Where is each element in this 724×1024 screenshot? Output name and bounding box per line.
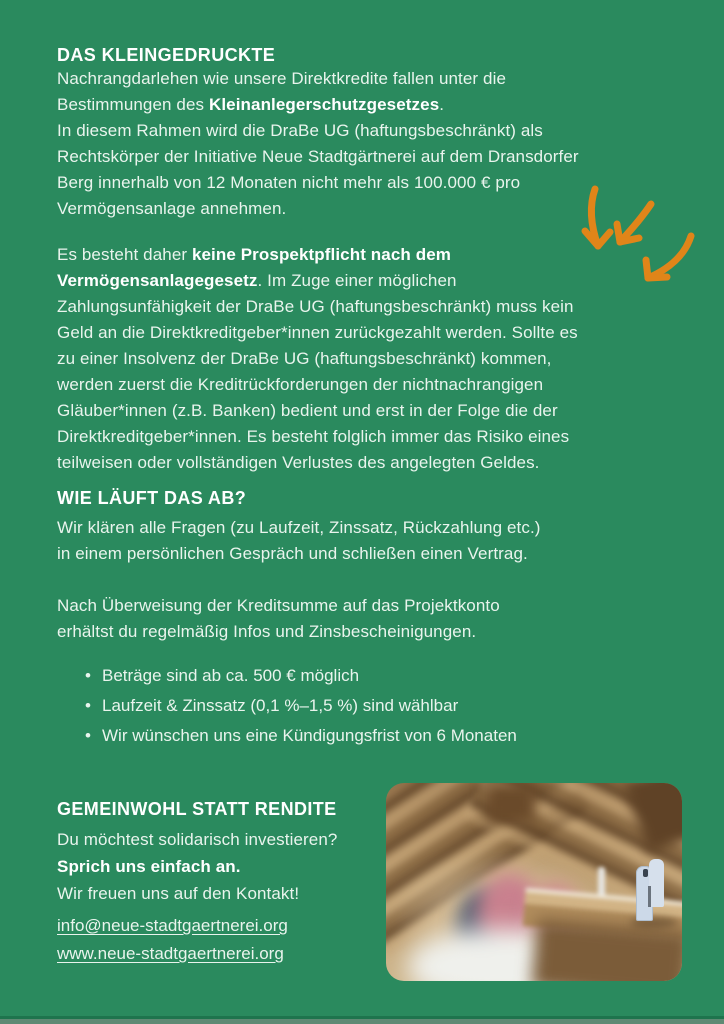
contact-paragraph: Du möchtest solidarisch investieren? Sprich uns einfach an. Wir freuen uns auf den Kontakt! [57,830,338,903]
arrow-down-icon [585,189,610,246]
arrows-doodle-icon [565,183,717,291]
email-link[interactable]: info@neue-stadtgaertnerei.org [57,916,288,935]
fineprint-paragraph-1: Nachrangdarlehen wie unsere Direktkredite fallen unter die Bestimmungen des Kleinanlegerschutzgesetzes. In diesem Rahmen wird die DraBe UG (haftungsbeschränkt) als Rechtskörper der Initiative Neue Stadtgärtnerei auf dem Dransdorfer Berg innerhalb von 12 Monaten nicht mehr als 100.000 € pro Vermögensanlage annehmen. [57,69,579,218]
conditions-list [85,661,724,751]
model-photo [386,783,682,981]
bullet-item: • Laufzeit & Zinssatz (0,1 %–1,5 %) sind wählbar [85,691,724,721]
website-link[interactable]: www.neue-stadtgaertnerei.org [57,944,284,963]
bullet-item: • Beträge sind ab ca. 500 € möglich [85,661,724,691]
fineprint-paragraph-2: Es besteht daher keine Prospektpflicht nach dem Vermögensanlagegesetz. Im Zuge einer möglichen Zahlungsunfähigkeit der DraBe UG (haftungsbeschränkt) muss kein Geld an die Direktkreditgeber*innen zurückgezahlt werden. Sollte es zu einer Insolvenz der DraBe UG (haftungsbeschränkt) kommen, werden zuerst die Kreditrückforderungen der nichtnachrangigen Gläuber*innen (z.B. Banken) bedient und erst in der Folge die der Direktkreditgeber*innen. Es besteht folglich immer das Risiko eines teilweisen oder vollständigen Verlustes des angelegten Geldes. [57,245,578,472]
paper-figures [636,859,668,921]
arrow-down-left-icon [617,204,651,242]
section-process [57,487,724,751]
photo-roof-apex [486,783,536,823]
bullet-item: • Wir wünschen uns eine Kündigungsfrist von 6 Monaten [85,721,724,751]
process-paragraph-2: Nach Überweisung der Kreditsumme auf das Projektkonto erhältst du regelmäßig Infos und Zinsbescheinigungen. [57,596,500,641]
contact-heading: GEMEINWOHL STATT RENDITE [57,799,337,819]
process-paragraph-1: Wir klären alle Fragen (zu Laufzeit, Zinssatz, Rückzahlung etc.) in einem persönlichen Gespräch und schließen einen Vertrag. [57,518,541,563]
page-bottom-edge [0,1019,724,1024]
arrow-curved-down-left-icon [646,236,691,278]
fineprint-heading: DAS KLEINGEDRUCKTE [57,45,276,65]
process-heading: WIE LÄUFT DAS AB? [57,488,247,508]
